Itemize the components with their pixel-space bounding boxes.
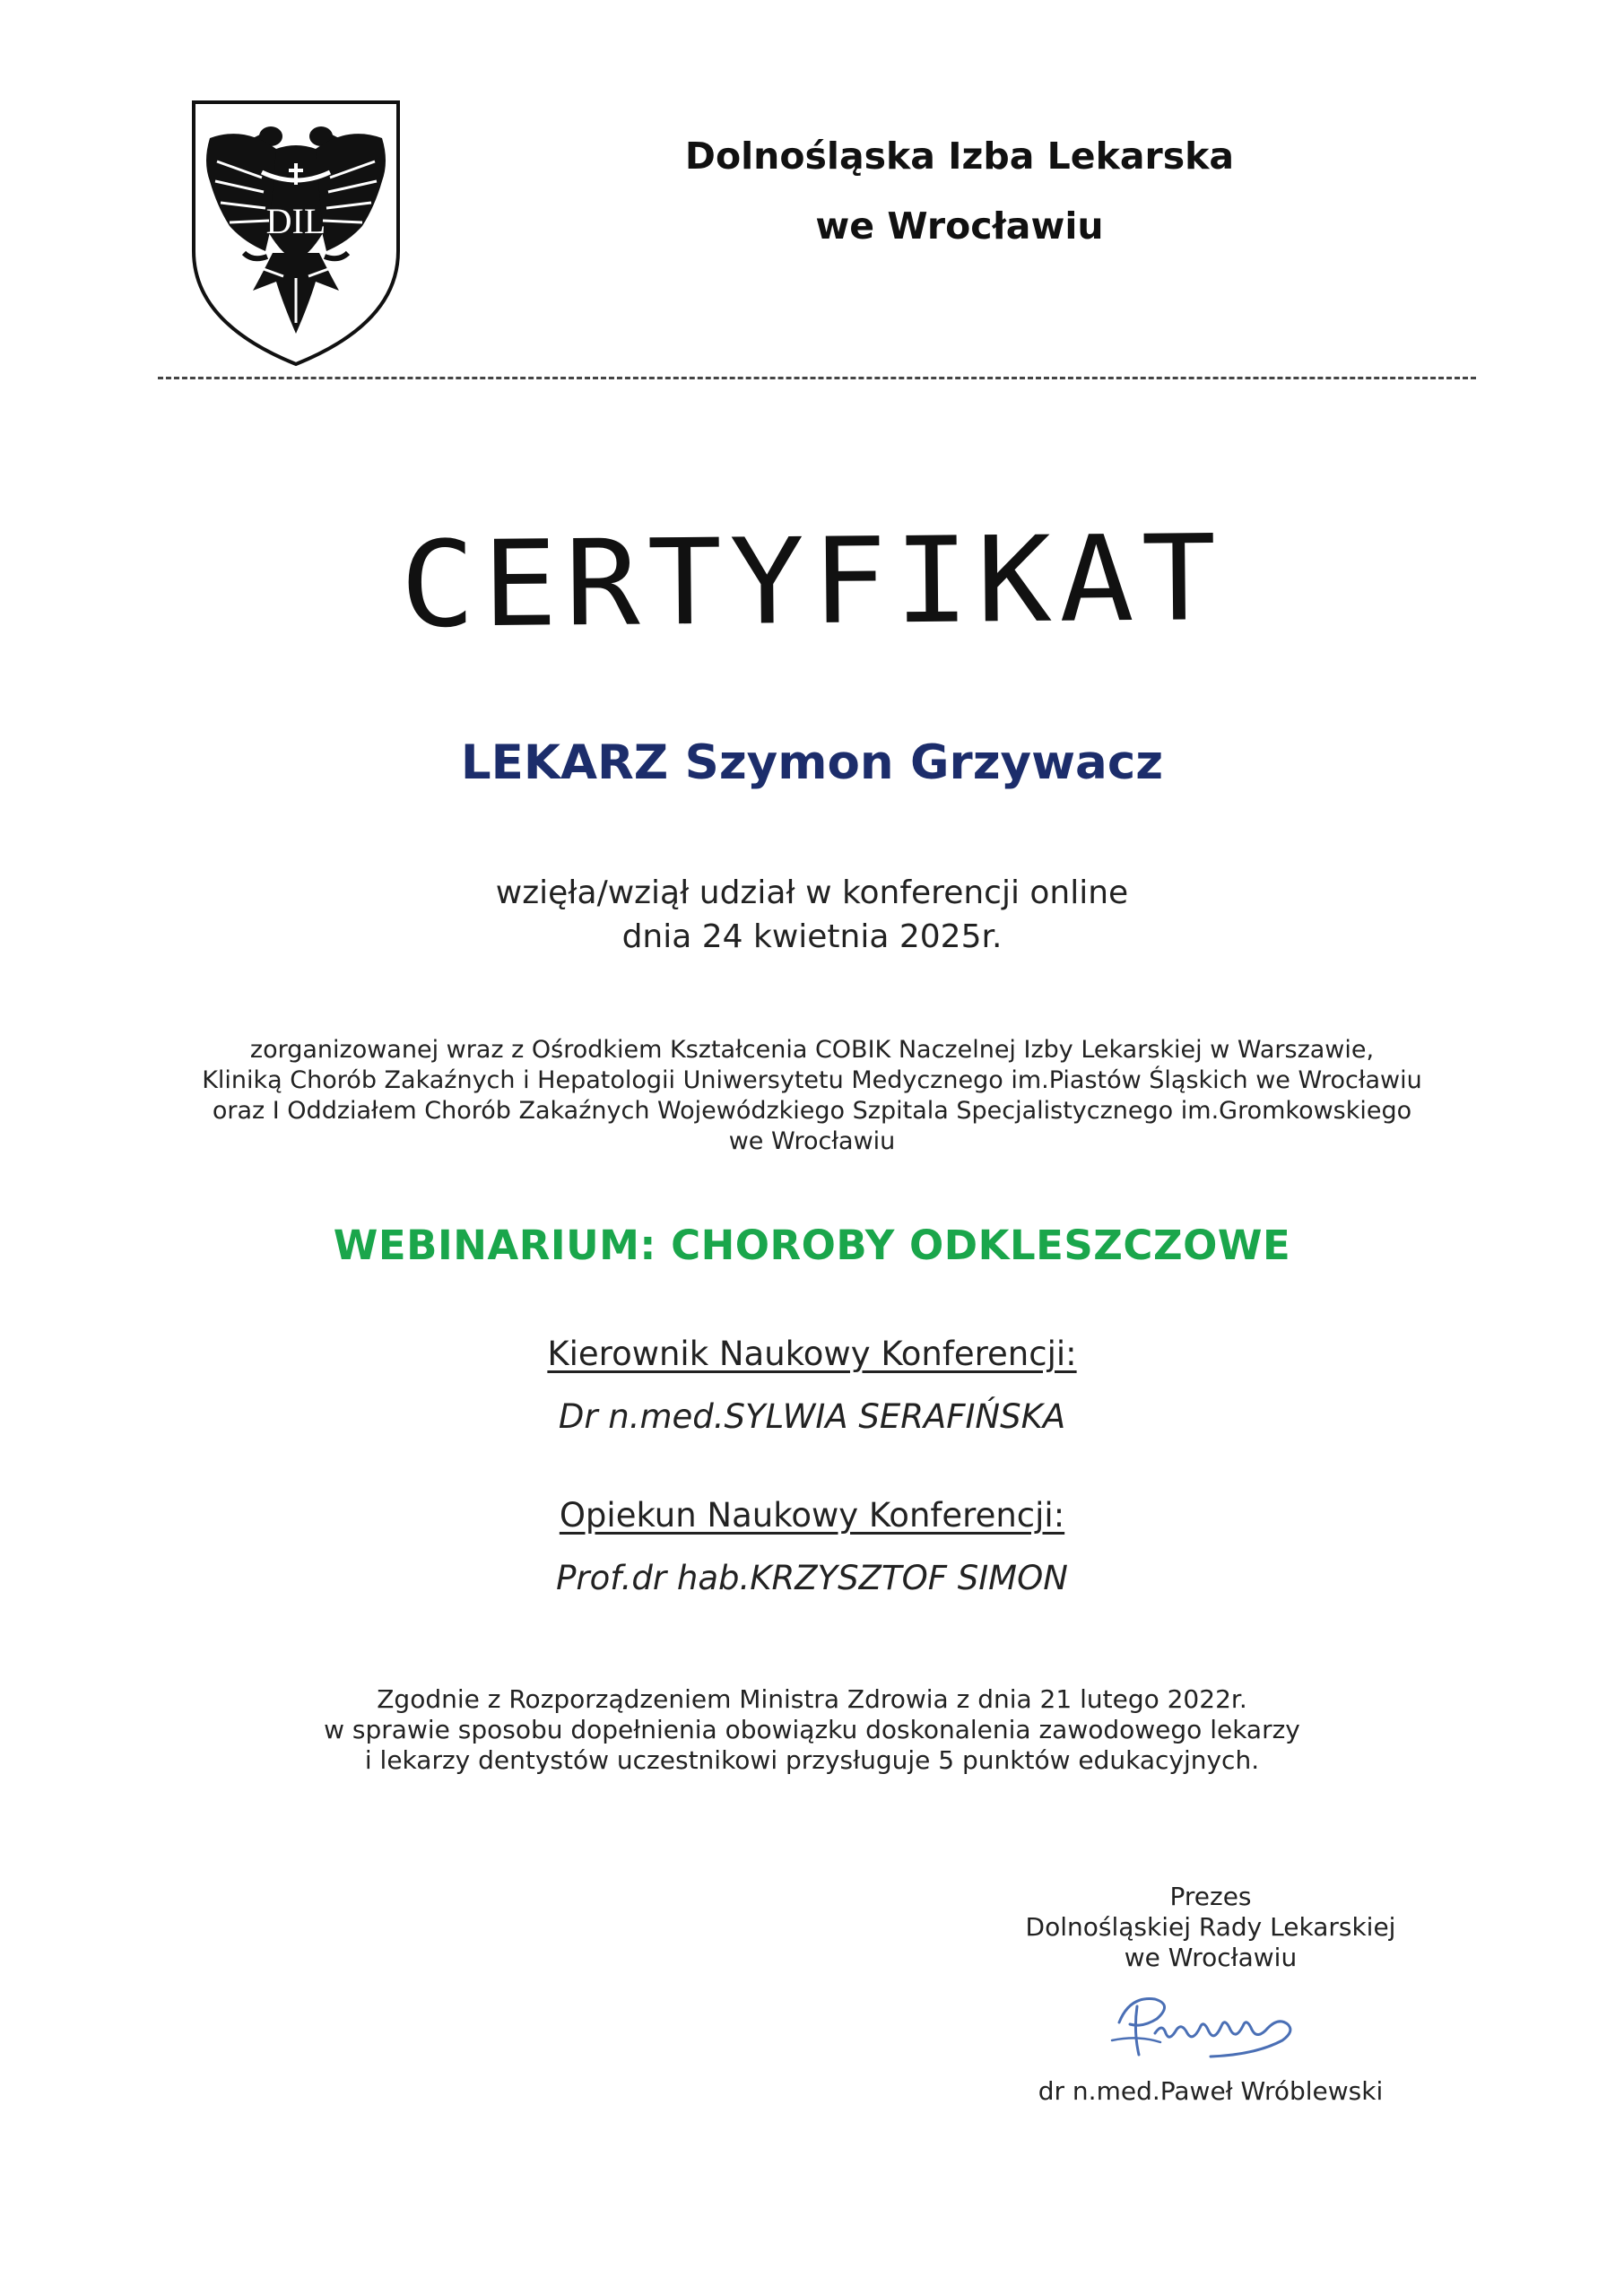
signatory-city: we Wrocławiu — [1124, 1943, 1298, 1972]
scientific-lead-label: Kierownik Naukowy Konferencji: — [547, 1335, 1077, 1373]
event-title: WEBINARIUM: CHOROBY ODKLESZCZOWE — [333, 1222, 1291, 1269]
organizers-line: we Wrocławiu — [728, 1127, 896, 1155]
scientific-supervisor-label: Opiekun Naukowy Konferencji: — [559, 1496, 1065, 1535]
organization-city: we Wrocławiu — [815, 204, 1104, 248]
organizers-line: zorganizowanej wraz z Ośrodkiem Kształcenia COBIK Naczelnej Izby Lekarskiej w Warszawie, — [249, 1036, 1375, 1064]
eagle-crest-logo — [190, 99, 402, 368]
dashed-divider — [158, 377, 1476, 379]
regulation-line: i lekarzy dentystów uczestnikowi przysługuje 5 punktów edukacyjnych. — [364, 1745, 1260, 1775]
scientific-supervisor-name: Prof.dr hab.KRZYSZTOF SIMON — [556, 1559, 1068, 1597]
organizers-line: Kliniką Chorób Zakaźnych i Hepatologii Uniwersytetu Medycznego im.Piastów Śląskich we Wrocławiu — [202, 1066, 1422, 1094]
participation-text: wzięła/wziął udział w konferencji online — [495, 874, 1129, 911]
organizers-line: oraz I Oddziałem Chorób Zakaźnych Wojewódzkiego Szpitala Specjalistycznego im.Gromkowskiego — [212, 1097, 1412, 1125]
scientific-lead-name: Dr n.med.SYLWIA SERAFIŃSKA — [558, 1397, 1066, 1436]
recipient-name: LEKARZ Szymon Grzywacz — [460, 735, 1164, 790]
certificate-title: CERTYFIKAT — [399, 509, 1225, 655]
participation-date: dnia 24 kwietnia 2025r. — [621, 918, 1003, 955]
signatory-body: Dolnośląskiej Rady Lekarskiej — [1025, 1912, 1396, 1942]
organization-name: Dolnośląska Izba Lekarska — [684, 135, 1235, 178]
signatory-name: dr n.med.Paweł Wróblewski — [1038, 2076, 1384, 2106]
regulation-line: Zgodnie z Rozporządzeniem Ministra Zdrowia z dnia 21 lutego 2022r. — [377, 1684, 1247, 1714]
svg-text:DIL: DIL — [265, 201, 326, 241]
signatory-role: Prezes — [1169, 1882, 1252, 1911]
regulation-line: w sprawie sposobu dopełnienia obowiązku doskonalenia zawodowego lekarzy — [324, 1715, 1300, 1744]
handwritten-signature — [1103, 1987, 1318, 2067]
